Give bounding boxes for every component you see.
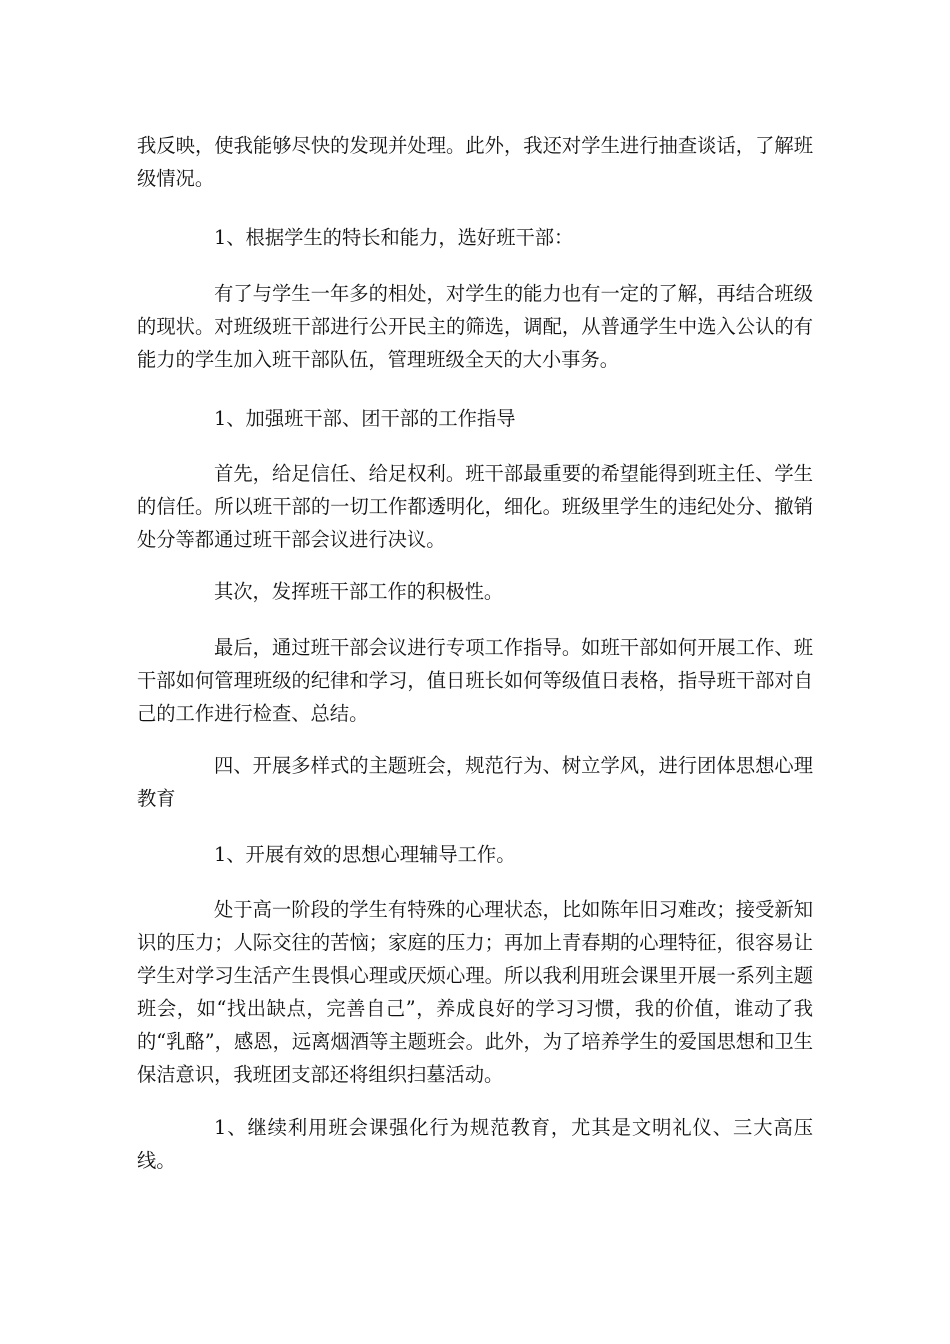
paragraph-continuation: 我反映，使我能够尽快的发现并处理。此外，我还对学生进行抽查谈话，了解班级情况。 xyxy=(137,134,813,190)
paragraph-cadre-selection: 有了与学生一年多的相处，对学生的能力也有一定的了解，再结合班级的现状。对班级班干部进行公开民主的筛选，调配，从普通学生中选入公认的有能力的学生加入班干部队伍，管理班级全天的大小事务。 xyxy=(137,282,813,371)
section-heading-theme-meetings: 四、开展多样式的主题班会，规范行为、树立学风，进行团体思想心理教育 xyxy=(137,754,813,810)
section-heading-counseling: 1、开展有效的思想心理辅导工作。 xyxy=(214,843,516,866)
paragraph-second: 其次，发挥班干部工作的积极性。 xyxy=(214,580,504,603)
section-heading-cadre-guidance: 1、加强班干部、团干部的工作指导 xyxy=(214,407,516,430)
section-heading-class-cadres: 1、根据学生的特长和能力，选好班干部： xyxy=(214,226,574,249)
paragraph-trust: 首先，给足信任、给足权利。班干部最重要的希望能得到班主任、学生的信任。所以班干部的一切工作都透明化，细化。班级里学生的违纪处分、撤销处分等都通过班干部会议进行决议。 xyxy=(137,462,813,551)
section-heading-behavior: 1、继续利用班会课强化行为规范教育，尤其是文明礼仪、三大高压线。 xyxy=(137,1116,813,1172)
paragraph-psychology: 处于高一阶段的学生有特殊的心理状态，比如陈年旧习难改；接受新知识的压力；人际交往的苦恼；家庭的压力；再加上青春期的心理特征，很容易让学生对学习生活产生畏惧心理或厌烦心理。所以我利用班会课里开展一系列主题班会，如“找出缺点，完善自己”，养成良好的学习习惯，我的价值，谁动了我的“乳酪”，感恩，远离烟酒等主题班会。此外，为了培养学生的爱国思想和卫生保洁意识，我班团支部还将组织扫墓活动。 xyxy=(137,898,813,1086)
paragraph-last: 最后，通过班干部会议进行专项工作指导。如班干部如何开展工作、班干部如何管理班级的纪律和学习，值日班长如何等级值日表格，指导班干部对自己的工作进行检查、总结。 xyxy=(137,636,813,725)
